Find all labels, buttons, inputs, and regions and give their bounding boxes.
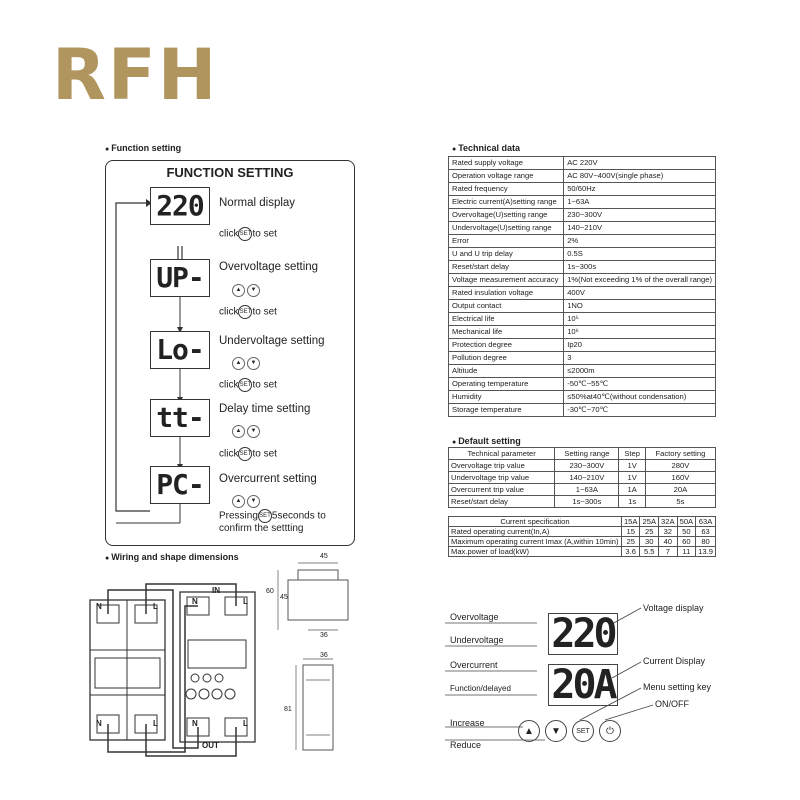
dimension-drawing — [268, 555, 363, 755]
value-cell: 5s — [645, 496, 715, 508]
panel-overvoltage-label: Overvoltage — [450, 612, 499, 622]
wiring-n-top-left: N — [96, 602, 102, 611]
down-arrow-icon: ▼ — [247, 284, 260, 297]
value-cell: 50 — [677, 527, 696, 537]
tech-row — [449, 183, 716, 196]
row-label-cell: Operating temperature — [449, 378, 564, 391]
power-button[interactable] — [599, 720, 621, 742]
value-cell: 1s~300s — [564, 261, 716, 274]
row-label-cell: Rated insulation voltage — [449, 287, 564, 300]
tech-row — [449, 196, 716, 209]
tech-row — [449, 326, 716, 339]
wiring-in-label: IN — [212, 586, 220, 595]
up-arrow-icon: ▲ — [232, 357, 245, 370]
flow-arrows — [106, 161, 354, 545]
tech-row — [449, 391, 716, 404]
value-cell: 3.6 — [621, 547, 640, 557]
brand-logo: RFH — [52, 34, 219, 116]
value-cell: AC 220V — [564, 157, 716, 170]
tech-row — [449, 170, 716, 183]
up-arrow-icon: ▲ — [232, 425, 245, 438]
row-label-cell: Mechanical life — [449, 326, 564, 339]
down-arrow-icon: ▼ — [247, 495, 260, 508]
tech-row — [449, 365, 716, 378]
value-cell: 32 — [659, 527, 678, 537]
row-label-cell: Overvoltage(U)setting range — [449, 209, 564, 222]
tech-row — [449, 261, 716, 274]
row-label-cell: Maximum operating current Imax (A,within 10min) — [449, 537, 622, 547]
row-label-cell: Pollution degree — [449, 352, 564, 365]
dim-width-top: 45 — [320, 553, 328, 560]
lcd-delay-time: tt- — [150, 399, 210, 437]
row-label-cell: Protection degree — [449, 339, 564, 352]
down-arrow-icon: ▼ — [247, 425, 260, 438]
tech-row — [449, 157, 716, 170]
wiring-l-bottom-right: L — [243, 719, 248, 728]
table-header-cell: Step — [619, 448, 645, 460]
wiring-l-top-left: L — [153, 602, 158, 611]
up-arrow-icon: ▲ — [524, 725, 534, 737]
panel-increase-label: Increase — [450, 718, 485, 728]
panel-undervoltage-label: Undervoltage — [450, 635, 504, 645]
tech-row — [449, 404, 716, 417]
set-button[interactable]: SET — [572, 720, 594, 742]
row-label-cell: Undervoltage(U)setting range — [449, 222, 564, 235]
row-label-cell: Rated frequency — [449, 183, 564, 196]
value-cell: 13.9 — [696, 547, 716, 557]
value-cell: 160V — [645, 472, 715, 484]
row-label-cell: Undervoltage trip value — [449, 472, 555, 484]
row-label-cell: Electrical life — [449, 313, 564, 326]
updown-icons — [232, 351, 262, 370]
function-setting-heading: ● Function setting — [105, 143, 181, 153]
row-label-cell: Electric current(A)setting range — [449, 196, 564, 209]
value-cell: 20A — [645, 484, 715, 496]
table-header-cell: 63A — [696, 517, 716, 527]
value-cell: 60 — [677, 537, 696, 547]
default-row — [449, 484, 716, 496]
increase-button[interactable] — [518, 720, 540, 742]
step-undervoltage-label: Undervoltage setting — [219, 335, 325, 347]
value-cell: 63 — [696, 527, 716, 537]
dim-height-inner: 45 — [280, 594, 288, 601]
panel-voltage-lcd: 220 — [548, 613, 618, 655]
wiring-n-bottom-right: N — [192, 719, 198, 728]
row-label-cell: Max.power of load(kW) — [449, 547, 622, 557]
step-normal-display-label: Normal display — [219, 197, 296, 209]
value-cell: 400V — [564, 287, 716, 300]
row-label-cell: Rated supply voltage — [449, 157, 564, 170]
dim-width-bottom: 36 — [320, 632, 328, 639]
value-cell: 2% — [564, 235, 716, 248]
current-row-header — [449, 517, 716, 527]
dim-side-height: 81 — [284, 706, 292, 713]
value-cell: 140~210V — [564, 222, 716, 235]
function-setting-box — [105, 160, 355, 546]
tech-row — [449, 274, 716, 287]
set-key-icon: SET — [258, 509, 272, 523]
value-cell: 15 — [621, 527, 640, 537]
wiring-n-top-right: N — [192, 597, 198, 606]
row-label-cell: Voltage measurement accuracy — [449, 274, 564, 287]
value-cell: 1s — [619, 496, 645, 508]
row-label-cell: Rated operating current(In,A) — [449, 527, 622, 537]
technical-data-table — [448, 156, 716, 417]
step-overcurrent-label: Overcurrent setting — [219, 473, 317, 485]
power-icon: ⏻ — [606, 725, 614, 737]
current-row — [449, 547, 716, 557]
tech-row — [449, 300, 716, 313]
set-key-icon: SET — [238, 227, 252, 241]
lcd-overvoltage: UP- — [150, 259, 210, 297]
panel-current-display-label: Current Display — [643, 656, 706, 666]
panel-function-label: Function/delayed — [450, 684, 511, 693]
lcd-undervoltage: Lo- — [150, 331, 210, 369]
value-cell: 140~210V — [555, 472, 619, 484]
row-label-cell: Altitude — [449, 365, 564, 378]
value-cell: 11 — [677, 547, 696, 557]
up-arrow-icon: ▲ — [232, 495, 245, 508]
wiring-out-label: OUT — [202, 741, 219, 750]
set-key-icon: SET — [238, 447, 252, 461]
value-cell: 1%(Not exceeding 1% of the overall range) — [564, 274, 716, 287]
updown-icons — [232, 278, 262, 297]
table-header-cell: Setting range — [555, 448, 619, 460]
up-arrow-icon: ▲ — [232, 284, 245, 297]
lcd-overcurrent: PC- — [150, 466, 210, 504]
default-row-header — [449, 448, 716, 460]
updown-icons — [232, 419, 262, 438]
value-cell: 1V — [619, 472, 645, 484]
row-label-cell: Reset/start delay — [449, 261, 564, 274]
value-cell: 3 — [564, 352, 716, 365]
down-arrow-icon: ▼ — [247, 357, 260, 370]
wiring-n-bottom-left: N — [96, 719, 102, 728]
value-cell: 25 — [621, 537, 640, 547]
value-cell: 30 — [640, 537, 659, 547]
value-cell: 230~300V — [555, 460, 619, 472]
value-cell: ≤2000m — [564, 365, 716, 378]
step-overcurrent-press: PressingSET5seconds to confirm the settting — [219, 510, 326, 534]
panel-current-lcd: 20A — [548, 664, 618, 706]
tech-row — [449, 313, 716, 326]
value-cell: 1NO — [564, 300, 716, 313]
step-delay-time-label: Delay time setting — [219, 403, 311, 415]
tech-row — [449, 235, 716, 248]
default-setting-table — [448, 447, 716, 508]
panel-onoff-label: ON/OFF — [655, 699, 689, 709]
tech-row — [449, 339, 716, 352]
row-label-cell: Operation voltage range — [449, 170, 564, 183]
row-label-cell: Humidity — [449, 391, 564, 404]
value-cell: Ip20 — [564, 339, 716, 352]
lcd-normal-display: 220 — [150, 187, 210, 225]
step-undervoltage-click: clickSETto set — [219, 379, 277, 391]
current-row — [449, 537, 716, 547]
dim-side-width: 36 — [320, 652, 328, 659]
current-row — [449, 527, 716, 537]
value-cell: 80 — [696, 537, 716, 547]
tech-row — [449, 378, 716, 391]
down-arrow-icon: ▼ — [551, 725, 561, 737]
row-label-cell: Reset/start delay — [449, 496, 555, 508]
step-overvoltage-label: Overvoltage setting — [219, 261, 319, 273]
step-delay-click: clickSETto set — [219, 448, 277, 460]
row-label-cell: Error — [449, 235, 564, 248]
value-cell: AC 80V~400V(single phase) — [564, 170, 716, 183]
table-header-cell: 25A — [640, 517, 659, 527]
tech-row — [449, 222, 716, 235]
reduce-button[interactable] — [545, 720, 567, 742]
value-cell: 10⁵ — [564, 313, 716, 326]
value-cell: 230~300V — [564, 209, 716, 222]
value-cell: ≤50%at40℃(without condensation) — [564, 391, 716, 404]
value-cell: -30℃~70℃ — [564, 404, 716, 417]
wiring-l-top-right: L — [243, 597, 248, 606]
panel-overcurrent-label: Overcurrent — [450, 660, 498, 670]
updown-icons — [232, 489, 262, 508]
value-cell: 1s~300s — [555, 496, 619, 508]
technical-data-heading: ● Technical data — [452, 143, 520, 153]
wiring-diagram — [85, 570, 265, 760]
row-label-cell: Output contact — [449, 300, 564, 313]
value-cell: 0.5S — [564, 248, 716, 261]
tech-row — [449, 209, 716, 222]
table-header-cell: 50A — [677, 517, 696, 527]
default-row — [449, 472, 716, 484]
row-label-cell: U and U trip delay — [449, 248, 564, 261]
tech-row — [449, 352, 716, 365]
wiring-heading: ● Wiring and shape dimensions — [105, 552, 239, 562]
row-label-cell: Overvoltage trip value — [449, 460, 555, 472]
value-cell: 7 — [659, 547, 678, 557]
function-setting-title: FUNCTION SETTING — [166, 165, 294, 180]
default-setting-heading: ● Default setting — [452, 436, 521, 446]
panel-reduce-label: Reduce — [450, 740, 482, 750]
value-cell: 40 — [659, 537, 678, 547]
value-cell: 280V — [645, 460, 715, 472]
panel-menu-key-label: Menu setting key — [643, 682, 712, 692]
table-header-cell: Current specification — [449, 517, 622, 527]
dim-height-outer: 60 — [266, 588, 274, 595]
table-header-cell: Technical parameter — [449, 448, 555, 460]
default-row — [449, 496, 716, 508]
wiring-l-bottom-left: L — [153, 719, 158, 728]
set-key-icon: SET — [238, 305, 252, 319]
value-cell: 1~63A — [555, 484, 619, 496]
row-label-cell: Overcurrent trip value — [449, 484, 555, 496]
table-header-cell: 32A — [659, 517, 678, 527]
tech-row — [449, 287, 716, 300]
value-cell: 50/60Hz — [564, 183, 716, 196]
table-header-cell: Factory setting — [645, 448, 715, 460]
value-cell: -50℃~55℃ — [564, 378, 716, 391]
tech-row — [449, 248, 716, 261]
step-overvoltage-click: clickSETto set — [219, 306, 277, 318]
set-key-icon: SET — [238, 378, 252, 392]
value-cell: 25 — [640, 527, 659, 537]
value-cell: 1V — [619, 460, 645, 472]
value-cell: 10⁶ — [564, 326, 716, 339]
value-cell: 5.5 — [640, 547, 659, 557]
panel-voltage-display-label: Voltage display — [643, 603, 704, 613]
value-cell: 1~63A — [564, 196, 716, 209]
row-label-cell: Storage temperature — [449, 404, 564, 417]
value-cell: 1A — [619, 484, 645, 496]
default-row — [449, 460, 716, 472]
step-normal-click: clickSETto set — [219, 228, 277, 240]
current-spec-table — [448, 516, 716, 557]
table-header-cell: 15A — [621, 517, 640, 527]
